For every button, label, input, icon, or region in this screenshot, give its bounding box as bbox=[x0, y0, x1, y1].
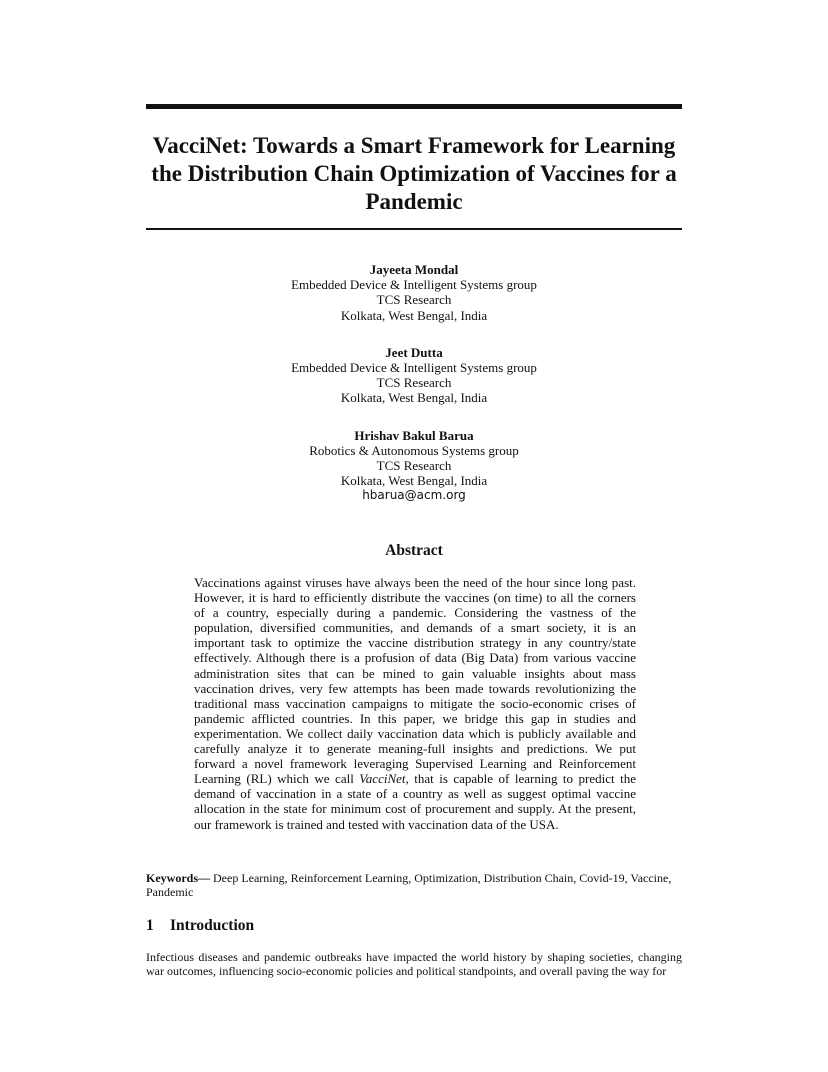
author-group: Robotics & Autonomous Systems group bbox=[309, 442, 519, 458]
author-location: Kolkata, West Bengal, India bbox=[340, 307, 488, 323]
abstract-text-part-1: Vaccinations against viruses have always been the need of the hour since long past. However, it is hard to efficiently distribute the vaccines (on time) to all the corners of a country, especially during a pandemic. Considering the vastness of the population, diversified communities, and demands of a smart society, it is an important task to optimize the vaccine distribution strategy in any country/state effectively. Although there is a profusion of data (Big Data) from various vaccine administration sites that can be mined to gain valuable insights about mass vaccination drives, very few attempts has been made towards revolutionizing the traditional mass vaccination campaigns to mitigate the socio-economic crises of pandemic afflicted countries. In this paper, we bridge this gap in studies and experimentation. We collect daily vaccination data which is publicly available and carefully analyze it to generate meaning-full insights and predictions. We put forward a novel framework leveraging Supervised Learning and Reinforcement Learning (RL) which we call bbox=[194, 575, 636, 787]
author-name: Jeet Dutta bbox=[385, 344, 443, 360]
keywords-label: Keywords— bbox=[146, 871, 210, 885]
abstract-text-part-2: , that is capable of learning to predict the demand of vaccination in a state of a country as well as suggest optimal vaccine allocation in the state for minimum cost of procurement and supply. At the present, our framework is trained and tested with vaccination data of the USA. bbox=[194, 771, 636, 832]
section-heading-introduction bbox=[146, 916, 682, 936]
title-bottom-rule bbox=[146, 228, 682, 230]
author-email[interactable]: hbarua@acm.org bbox=[362, 488, 466, 503]
section-number: 1 bbox=[146, 917, 154, 934]
title-line-3: Pandemic bbox=[365, 189, 463, 214]
paper-title bbox=[132, 132, 696, 216]
keywords-list: Deep Learning, Reinforcement Learning, Optimization, Distribution Chain, Covid-19, Vaccine, Pandemic bbox=[146, 871, 672, 899]
author-location: Kolkata, West Bengal, India bbox=[340, 473, 488, 489]
author-org: TCS Research bbox=[376, 458, 452, 474]
author-group: Embedded Device & Intelligent Systems group bbox=[291, 360, 537, 376]
keywords bbox=[146, 871, 682, 899]
abstract-framework-name: VacciNet bbox=[359, 771, 406, 787]
author-name: Hrishav Bakul Barua bbox=[354, 427, 474, 443]
author-location: Kolkata, West Bengal, India bbox=[340, 390, 488, 406]
author-3 bbox=[146, 428, 682, 504]
title-top-rule bbox=[146, 104, 682, 109]
title-line-2: the Distribution Chain Optimization of Vaccines for a bbox=[151, 161, 677, 186]
author-name: Jayeeta Mondal bbox=[369, 262, 459, 277]
author-org: TCS Research bbox=[376, 375, 452, 391]
abstract-heading: Abstract bbox=[385, 542, 443, 559]
section-title: Introduction bbox=[170, 917, 255, 934]
author-2 bbox=[146, 345, 682, 406]
abstract-text bbox=[194, 575, 636, 832]
author-org: TCS Research bbox=[376, 292, 452, 308]
author-block bbox=[146, 262, 682, 525]
introduction-paragraph: Infectious diseases and pandemic outbreaks have impacted the world history by shaping societies, changing war outcomes, influencing socio-economic policies and political standpoints, and overall paving the way for bbox=[146, 950, 682, 978]
title-line-1: VacciNet: Towards a Smart Framework for Learning bbox=[152, 133, 676, 158]
author-1 bbox=[146, 262, 682, 323]
author-group: Embedded Device & Intelligent Systems group bbox=[291, 277, 537, 293]
